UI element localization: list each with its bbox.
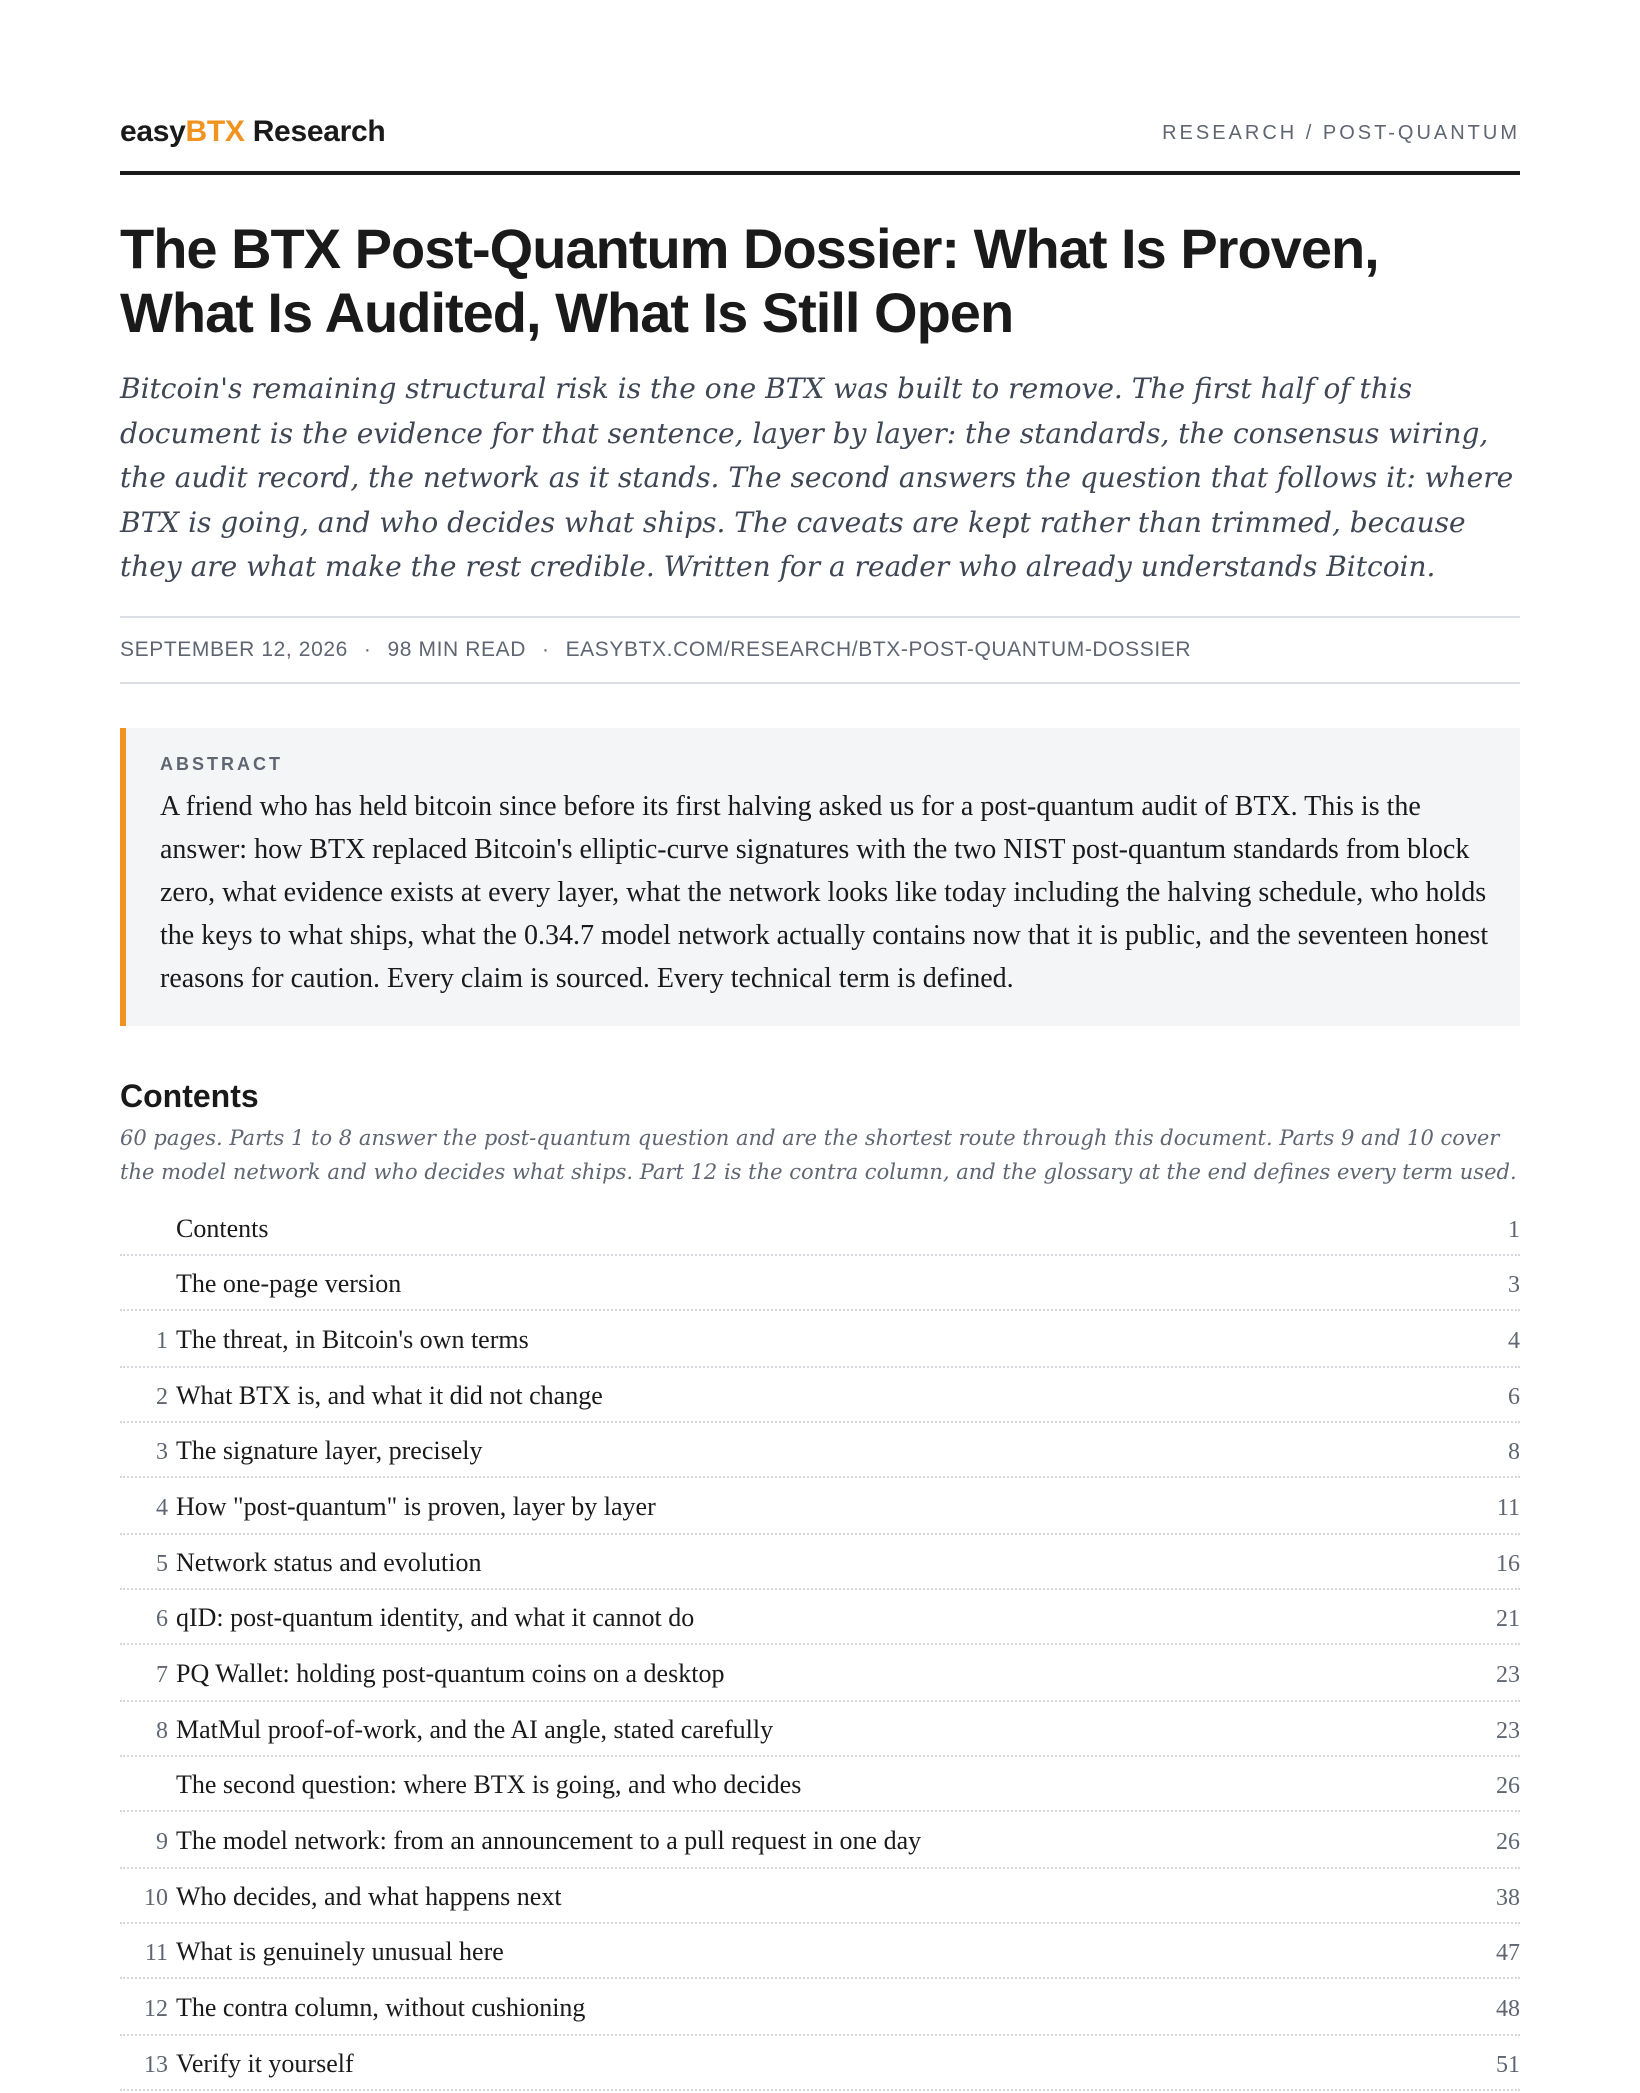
abstract-label: ABSTRACT bbox=[160, 753, 283, 774]
toc-entry-title[interactable]: Verify it yourself bbox=[176, 2048, 354, 2078]
toc-entry[interactable] bbox=[120, 1702, 1520, 1757]
brand-logo[interactable] bbox=[120, 115, 385, 149]
meta-separator: · bbox=[541, 637, 550, 661]
abstract-box bbox=[120, 728, 1520, 1026]
document-page bbox=[120, 0, 1520, 2091]
toc-entry-page: 8 bbox=[1508, 1438, 1520, 1465]
toc-entry-number: 6 bbox=[156, 1605, 168, 1632]
toc-entry-page: 38 bbox=[1496, 1884, 1520, 1911]
contents-note: 60 pages. Parts 1 to 8 answer the post-quantum question and are the shortest route through this document. Parts 9 and 10 cover the model network and who decides what ships. Part 12 is the contra column, and the glossary at the end defines every term used. bbox=[120, 1125, 1517, 1184]
toc-entry-title[interactable]: The second question: where BTX is going, and who decides bbox=[176, 1769, 802, 1799]
toc-entry-title[interactable]: What is genuinely unusual here bbox=[176, 1936, 504, 1966]
toc-entry-page: 11 bbox=[1496, 1494, 1520, 1521]
toc-entry[interactable] bbox=[120, 1311, 1520, 1368]
contents-heading: Contents bbox=[120, 1077, 259, 1114]
toc-entry-title[interactable]: qID: post-quantum identity, and what it cannot do bbox=[176, 1602, 695, 1632]
toc-entry-title[interactable]: Network status and evolution bbox=[176, 1547, 482, 1577]
toc-entry[interactable] bbox=[120, 2036, 1520, 2091]
brand-prefix: easy bbox=[120, 115, 186, 148]
toc-entry[interactable] bbox=[120, 1423, 1520, 1478]
read-time: 98 MIN READ bbox=[387, 637, 526, 661]
toc-entry-page: 23 bbox=[1496, 1717, 1520, 1744]
toc-entry-title[interactable]: Contents bbox=[176, 1213, 269, 1243]
toc-entry-page: 47 bbox=[1496, 1939, 1520, 1966]
article-dek: Bitcoin's remaining structural risk is the one BTX was built to remove. The first half of this document is the evidence for that sentence, layer by layer: the standards, the consensus wiring, the audit record, the network as it stands. The second answers the question that follows it: where BTX is going, and who decides what ships. The caveats are kept rather than trimmed, because they are what make the rest credible. Written for a reader who already understands Bitcoin. bbox=[120, 372, 1514, 583]
toc-entry-title[interactable]: How "post-quantum" is proven, layer by layer bbox=[176, 1491, 656, 1521]
toc-entry[interactable] bbox=[120, 1535, 1520, 1590]
toc-entry-number: 8 bbox=[156, 1717, 168, 1744]
brand-accent: BTX bbox=[185, 115, 245, 148]
toc-entry-page: 4 bbox=[1508, 1327, 1520, 1354]
toc-entry-page: 16 bbox=[1496, 1550, 1520, 1577]
toc-entry-page: 1 bbox=[1508, 1216, 1520, 1243]
toc-entry-page: 26 bbox=[1496, 1772, 1520, 1799]
article-url[interactable]: EASYBTX.COM/RESEARCH/BTX-POST-QUANTUM-DOSSIER bbox=[565, 637, 1192, 661]
toc-entry-title[interactable]: The one-page version bbox=[176, 1268, 402, 1298]
toc-entry[interactable] bbox=[120, 1979, 1520, 2036]
toc-entry-number: 10 bbox=[144, 1884, 168, 1911]
toc-entry-number: 1 bbox=[156, 1327, 168, 1354]
toc-entry-title[interactable]: What BTX is, and what it did not change bbox=[176, 1380, 603, 1410]
toc-entry-page: 51 bbox=[1496, 2051, 1520, 2078]
toc-entry[interactable] bbox=[120, 1201, 1520, 1256]
toc-entry-title[interactable]: MatMul proof-of-work, and the AI angle, stated carefully bbox=[176, 1714, 774, 1744]
toc-entry-number: 7 bbox=[156, 1661, 168, 1688]
toc-entry-number: 9 bbox=[156, 1828, 168, 1855]
toc-entry-page: 3 bbox=[1508, 1271, 1520, 1298]
toc-entry[interactable] bbox=[120, 1924, 1520, 1979]
abstract-text: A friend who has held bitcoin since before its first halving asked us for a post-quantum audit of BTX. This is the answer: how BTX replaced Bitcoin's elliptic-curve signatures with the two NIST post-quantum standards from block zero, what evidence exists at every layer, what the network looks like today including the halving schedule, who holds the keys to what ships, what the 0.34.7 model network actually contains now that it is public, and the seventeen honest reasons for caution. Every claim is sourced. Every technical term is defined. bbox=[160, 790, 1489, 994]
toc-entry[interactable] bbox=[120, 1478, 1520, 1535]
toc-entry-page: 21 bbox=[1496, 1605, 1520, 1632]
toc-entry-title[interactable]: The contra column, without cushioning bbox=[176, 1992, 586, 2022]
toc-entry-number: 13 bbox=[144, 2051, 168, 2078]
brand-suffix: Research bbox=[244, 115, 386, 148]
publish-date: SEPTEMBER 12, 2026 bbox=[120, 637, 348, 661]
masthead bbox=[120, 0, 1520, 175]
toc-entry-number: 3 bbox=[156, 1438, 168, 1465]
toc-entry-number: 5 bbox=[156, 1550, 168, 1577]
toc-entry[interactable] bbox=[120, 1368, 1520, 1423]
article-meta bbox=[120, 616, 1520, 684]
section-breadcrumb[interactable]: RESEARCH / POST-QUANTUM bbox=[1162, 122, 1520, 144]
toc-entry-page: 6 bbox=[1508, 1383, 1520, 1410]
toc-entry[interactable] bbox=[120, 1590, 1520, 1645]
toc-entry[interactable] bbox=[120, 1757, 1520, 1812]
toc-entry-title[interactable]: Who decides, and what happens next bbox=[176, 1881, 562, 1911]
toc-entry[interactable] bbox=[120, 1869, 1520, 1924]
toc-entry-title[interactable]: The model network: from an announcement to a pull request in one day bbox=[176, 1825, 922, 1855]
toc-entry-number: 12 bbox=[144, 1995, 168, 2022]
table-of-contents bbox=[120, 1201, 1520, 2091]
toc-entry-number: 11 bbox=[144, 1939, 168, 1966]
toc-entry-title[interactable]: The threat, in Bitcoin's own terms bbox=[176, 1324, 529, 1354]
meta-separator: · bbox=[363, 637, 372, 661]
article-title: The BTX Post-Quantum Dossier: What Is Proven, What Is Audited, What Is Still Open bbox=[120, 217, 1379, 344]
toc-entry-title[interactable]: PQ Wallet: holding post-quantum coins on a desktop bbox=[176, 1658, 725, 1688]
toc-entry-number: 2 bbox=[156, 1383, 168, 1410]
toc-entry-title[interactable]: The signature layer, precisely bbox=[176, 1435, 483, 1465]
toc-entry-page: 26 bbox=[1496, 1828, 1520, 1855]
toc-entry-number: 4 bbox=[156, 1494, 168, 1521]
toc-entry[interactable] bbox=[120, 1812, 1520, 1869]
toc-entry-page: 23 bbox=[1496, 1661, 1520, 1688]
toc-entry[interactable] bbox=[120, 1256, 1520, 1311]
toc-entry[interactable] bbox=[120, 1645, 1520, 1702]
toc-entry-page: 48 bbox=[1496, 1995, 1520, 2022]
